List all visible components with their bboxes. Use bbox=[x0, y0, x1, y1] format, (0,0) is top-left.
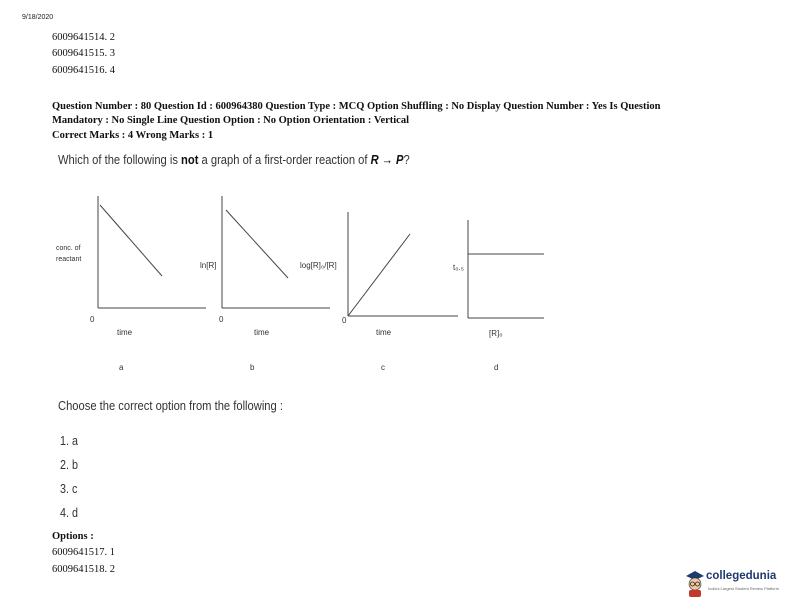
graph-c-ylabel: log[R]₀/[R] bbox=[300, 261, 337, 270]
graph-a-ylabel: conc. of bbox=[56, 245, 81, 252]
graph-d-ylabel: t₀.₅ bbox=[453, 263, 464, 272]
choice-item: 3. c bbox=[60, 482, 78, 496]
graph-d-xlabel: [R]₀ bbox=[489, 329, 503, 338]
choice-item: 4. d bbox=[60, 506, 78, 520]
graph-a-origin: 0 bbox=[90, 315, 95, 324]
print-date: 9/18/2020 bbox=[22, 14, 54, 21]
mascot-icon bbox=[684, 568, 706, 598]
graph-c-line bbox=[348, 234, 410, 316]
question-text: Which of the following is not a graph of a first-order reaction of R → P? bbox=[58, 152, 410, 167]
choice-item: 2. b bbox=[60, 458, 78, 472]
question-meta-line-1: Question Number : 80 Question Id : 600964380 Question Type : MCQ Option Shuffling : No Display Question Number : Yes Is Question bbox=[52, 101, 661, 112]
graph-a-caption: a bbox=[119, 363, 124, 372]
prev-option-line: 6009641516. 4 bbox=[52, 65, 115, 76]
graph-b-line bbox=[226, 210, 288, 278]
graph-b-caption: b bbox=[250, 363, 255, 372]
choose-instruction: Choose the correct option from the following : bbox=[58, 398, 283, 413]
graph-b-origin: 0 bbox=[219, 315, 224, 324]
prev-option-line: 6009641514. 2 bbox=[52, 32, 115, 43]
reaction-equation: R → P bbox=[370, 152, 404, 167]
option-line: 6009641517. 1 bbox=[52, 547, 115, 558]
graph-a-line bbox=[100, 205, 162, 276]
brand-tagline: India's Largest Student Review Platform bbox=[708, 586, 780, 591]
graph-c-origin: 0 bbox=[342, 316, 347, 325]
graph-b-ylabel: ln[R] bbox=[200, 261, 217, 270]
choice-item: 1. a bbox=[60, 434, 78, 448]
graph-d-caption: d bbox=[494, 363, 499, 372]
options-heading: Options : bbox=[52, 531, 94, 542]
graph-a-xlabel: time bbox=[117, 328, 133, 337]
emphasis-not: not bbox=[181, 152, 199, 167]
question-marks: Correct Marks : 4 Wrong Marks : 1 bbox=[52, 130, 214, 141]
graph-c-caption: c bbox=[381, 363, 385, 372]
option-line: 6009641518. 2 bbox=[52, 564, 115, 575]
prev-option-line: 6009641515. 3 bbox=[52, 48, 115, 59]
brand-name: collegedunia bbox=[706, 570, 777, 582]
question-meta-line-2: Mandatory : No Single Line Question Option : No Option Orientation : Vertical bbox=[52, 115, 410, 126]
graph-a-ylabel: reactant bbox=[56, 256, 82, 263]
collegedunia-logo bbox=[684, 566, 784, 600]
graph-b-xlabel: time bbox=[254, 328, 270, 337]
graph-c-xlabel: time bbox=[376, 328, 392, 337]
